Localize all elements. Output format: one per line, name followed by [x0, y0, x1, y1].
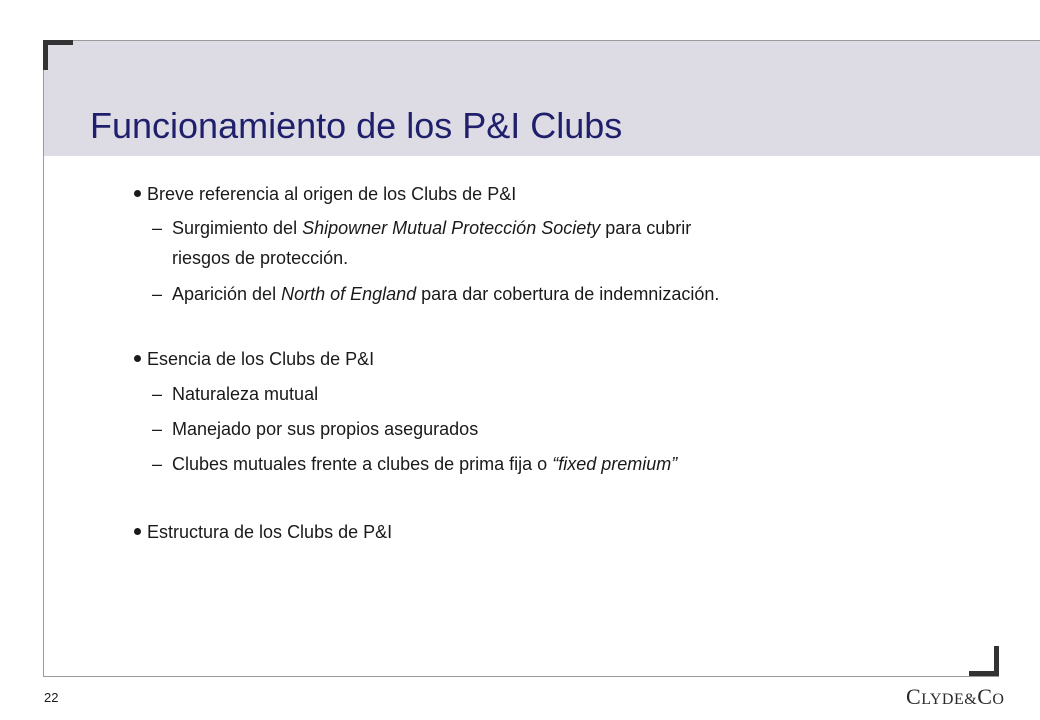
logo-letter: C — [906, 684, 922, 709]
sub-item-text: riesgos de protección. — [172, 248, 349, 268]
slide-title: Funcionamiento de los P&I Clubs — [90, 105, 623, 146]
bullet-dot-icon — [134, 528, 141, 535]
sub-item-italic-text: Shipowner Mutual Protección Society — [302, 218, 601, 238]
sub-item-text: para dar cobertura de indemnización. — [416, 284, 720, 304]
dash-marker: – — [152, 419, 163, 439]
dash-marker: – — [152, 218, 163, 238]
bullet-dot-icon — [134, 355, 141, 362]
dash-marker: – — [152, 384, 163, 404]
sub-item — [152, 451, 677, 477]
bullet-text: Esencia de los Clubs de P&I — [147, 349, 375, 369]
sub-item — [152, 215, 691, 241]
page-number: 22 — [44, 690, 59, 705]
sub-item-italic-text: “fixed premium” — [552, 454, 678, 474]
logo-letter: C — [977, 684, 993, 709]
dash-marker: – — [152, 284, 163, 304]
sub-item-text: para cubrir — [600, 218, 692, 238]
bullet-text: Breve referencia al origen de los Clubs de P&I — [147, 184, 517, 204]
logo-text: LYDE — [921, 691, 965, 708]
sub-item-text: Manejado por sus propios asegurados — [172, 419, 479, 439]
sub-item — [152, 281, 719, 307]
bullet-item — [134, 181, 516, 207]
bullet-text: Estructura de los Clubs de P&I — [147, 522, 393, 542]
logo-ampersand: & — [964, 691, 978, 708]
sub-item — [152, 381, 318, 407]
sub-item-text: Aparición del — [172, 284, 282, 304]
sub-item-continuation — [172, 245, 348, 271]
dash-marker: – — [152, 454, 163, 474]
bullet-item — [134, 346, 374, 372]
sub-item-text: Surgimiento del — [172, 218, 303, 238]
sub-item-text: Naturaleza mutual — [172, 384, 319, 404]
company-logo — [906, 684, 1004, 713]
logo-text: O — [992, 691, 1005, 708]
bullet-item — [134, 519, 392, 545]
sub-item-text: Clubes mutuales frente a clubes de prima fija o — [172, 454, 553, 474]
sub-item — [152, 416, 478, 442]
bullet-dot-icon — [134, 190, 141, 197]
sub-item-italic-text: North of England — [281, 284, 417, 304]
